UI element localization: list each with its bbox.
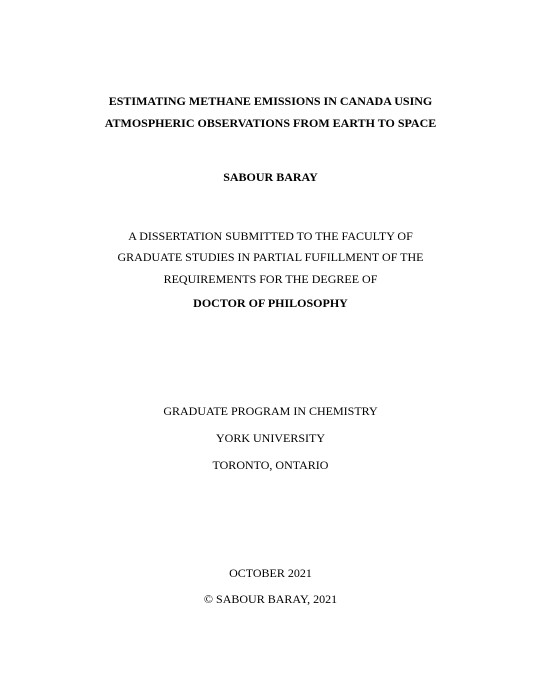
title-line-2: ATMOSPHERIC OBSERVATIONS FROM EARTH TO SPACE <box>104 116 437 130</box>
submission-line-3: REQUIREMENTS FOR THE DEGREE OF <box>163 272 378 286</box>
degree-name: DOCTOR OF PHILOSOPHY <box>193 296 348 310</box>
submission-line-2: GRADUATE STUDIES IN PARTIAL FUFILLMENT OF THE <box>117 250 424 264</box>
program-name: GRADUATE PROGRAM IN CHEMISTRY <box>163 404 378 418</box>
location: TORONTO, ONTARIO <box>212 458 329 472</box>
author-name: SABOUR BARAY <box>223 170 318 184</box>
title-line-1: ESTIMATING METHANE EMISSIONS IN CANADA USING <box>108 94 433 108</box>
submission-date: OCTOBER 2021 <box>229 566 312 580</box>
submission-line-1: A DISSERTATION SUBMITTED TO THE FACULTY OF <box>128 229 413 243</box>
copyright-notice: © SABOUR BARAY, 2021 <box>203 592 338 606</box>
university-name: YORK UNIVERSITY <box>216 431 325 445</box>
